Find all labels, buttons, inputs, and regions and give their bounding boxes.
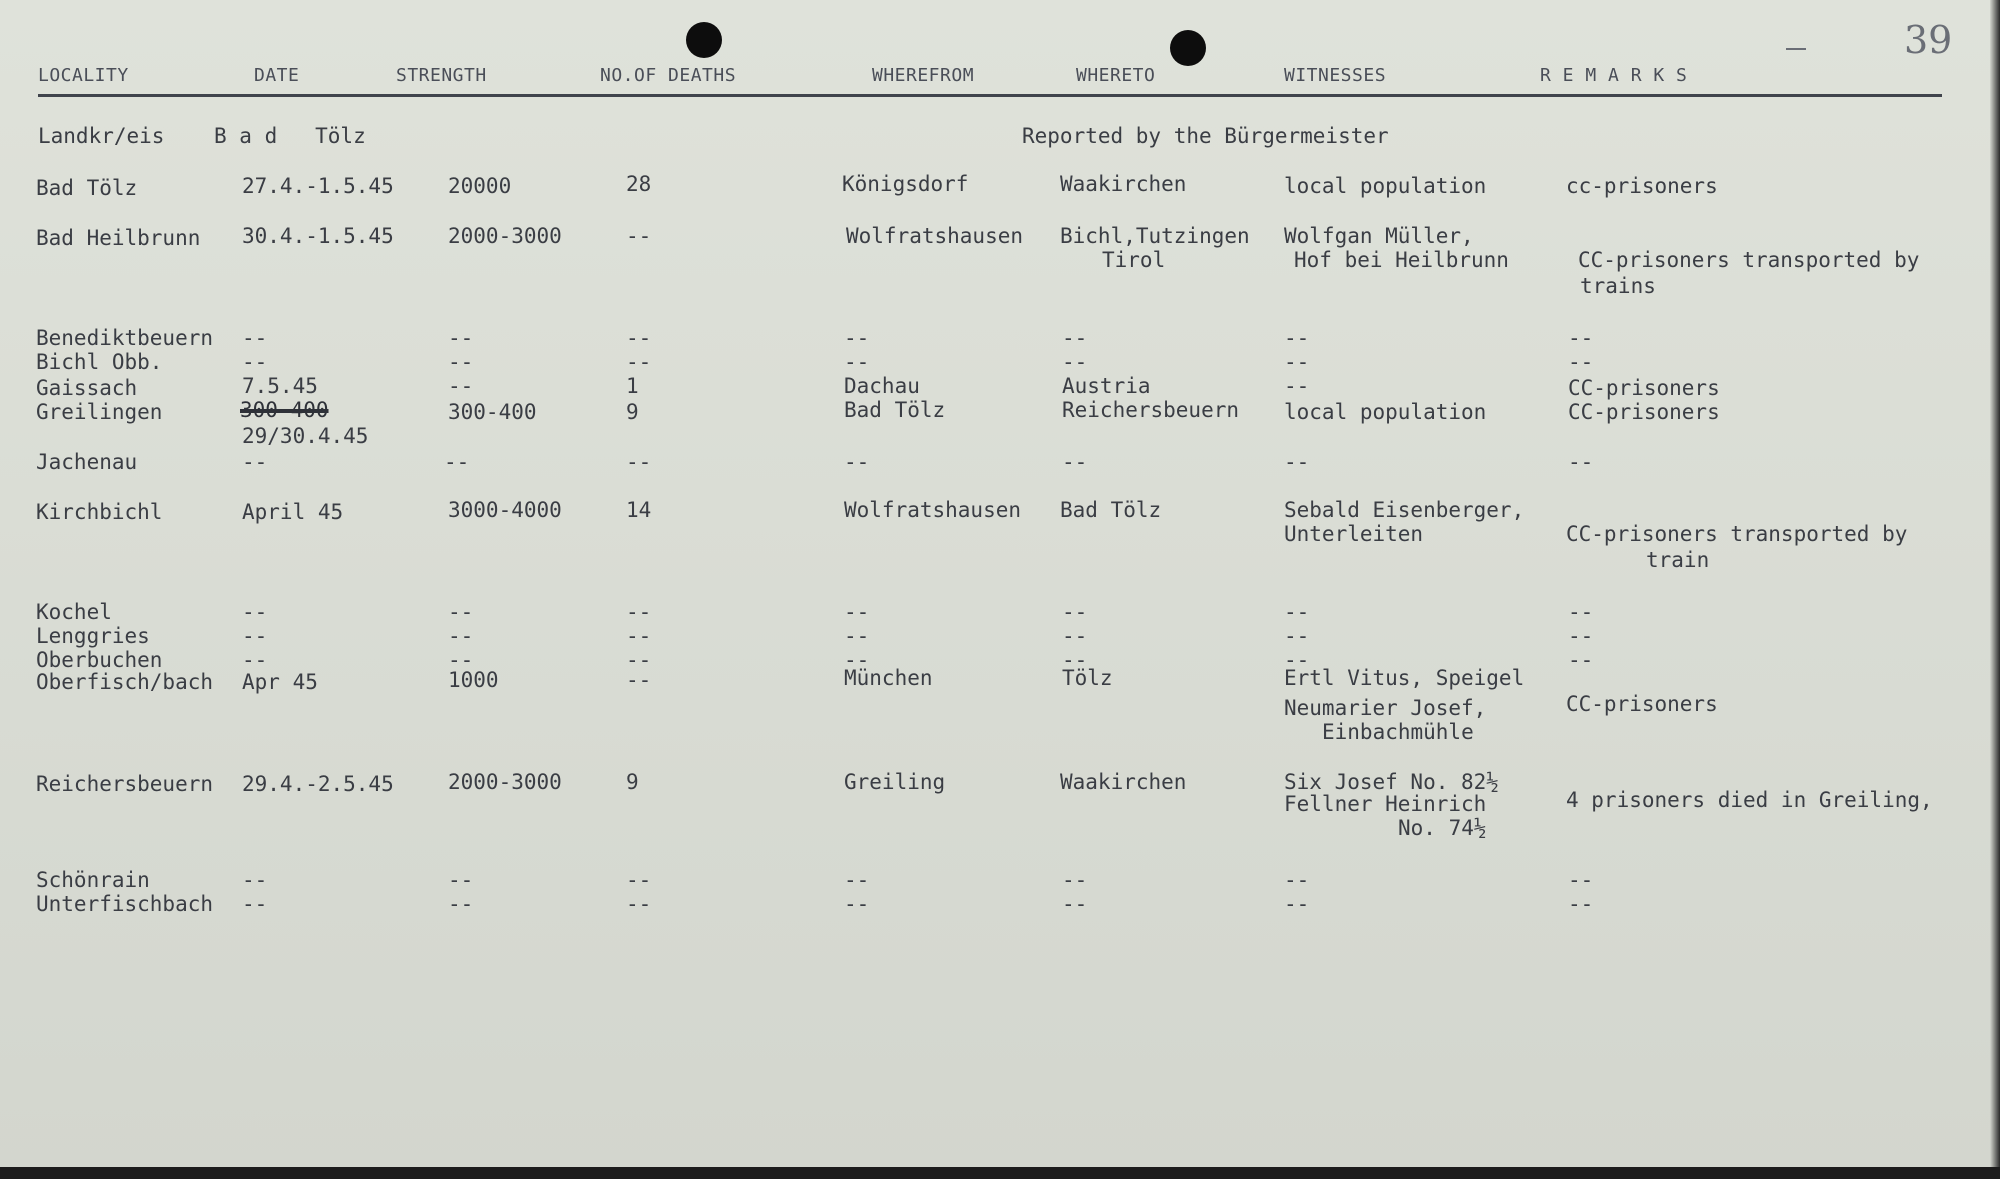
cell-strength: 3000-4000 (448, 498, 562, 522)
cell-locality: Jachenau (36, 450, 138, 474)
cell-wherefrom: Wolfratshausen (846, 224, 1024, 248)
cell-whereto: -- (1062, 350, 1088, 374)
punch-hole (686, 22, 722, 58)
cell-witnesses: -- (1284, 450, 1310, 474)
cell-wherefrom: -- (844, 624, 870, 648)
cell-whereto: Waakirchen (1060, 172, 1187, 196)
pencil-mark (1786, 48, 1806, 50)
cell-remarks: CC-prisoners (1568, 400, 1720, 424)
cell-date: -- (242, 450, 268, 474)
district-name: B a d Tölz (214, 124, 366, 148)
cell-witnesses: -- (1284, 600, 1310, 624)
cell-witnesses: Fellner Heinrich (1284, 792, 1487, 816)
cell-date: -- (242, 326, 268, 350)
header-locality: LOCALITY (38, 65, 129, 86)
district-label: Landkr/eis (38, 124, 165, 148)
cell-witnesses: Unterleiten (1284, 522, 1424, 546)
cell-date: -- (242, 600, 268, 624)
cell-date: -- (242, 868, 268, 892)
cell-deaths: -- (626, 648, 652, 672)
cell-date: Apr 45 (242, 670, 318, 694)
cell-whereto: -- (1062, 326, 1088, 350)
header-remarks: R E M A R K S (1540, 65, 1688, 86)
cell-remarks: -- (1568, 624, 1594, 648)
cell-witnesses: -- (1284, 326, 1310, 350)
cell-whereto: Bad Tölz (1060, 498, 1162, 522)
cell-wherefrom: -- (844, 350, 870, 374)
cell-locality: Gaissach (36, 376, 138, 400)
cell-whereto: -- (1062, 624, 1088, 648)
cell-wherefrom: Wolfratshausen (844, 498, 1022, 522)
cell-locality: Kirchbichl (36, 500, 163, 524)
cell-remarks: CC-prisoners (1566, 692, 1718, 716)
cell-witnesses: No. 74½ (1398, 816, 1487, 840)
header-wherefrom: WHEREFROM (872, 65, 975, 86)
cell-date: 7.5.45 (242, 374, 318, 398)
cell-whereto: Tirol (1102, 248, 1166, 272)
cell-strength: 20000 (448, 174, 512, 198)
cell-locality: Oberbuchen (36, 648, 163, 672)
cell-remarks: CC-prisoners transported by (1566, 522, 1908, 546)
cell-strength: 300-400 (448, 400, 537, 424)
cell-strength: -- (448, 624, 474, 648)
header-date: DATE (254, 65, 300, 86)
cell-witnesses: local population (1284, 174, 1487, 198)
cell-date: 30.4.-1.5.45 (242, 224, 394, 248)
cell-witnesses: -- (1284, 624, 1310, 648)
cell-deaths: -- (626, 624, 652, 648)
cell-date: -- (242, 892, 268, 916)
cell-remarks: -- (1568, 350, 1594, 374)
cell-strength: 1000 (448, 668, 499, 692)
cell-locality: Greilingen (36, 400, 163, 424)
cell-remarks: 4 prisoners died in Greiling, (1566, 788, 1933, 812)
cell-whereto: -- (1062, 892, 1088, 916)
page-number: 39 (1904, 18, 1953, 62)
cell-locality: Bad Heilbrunn (36, 226, 201, 250)
cell-remarks: CC-prisoners (1568, 376, 1720, 400)
cell-strength: -- (448, 374, 474, 398)
cell-witnesses: -- (1284, 350, 1310, 374)
cell-wherefrom: Greiling (844, 770, 946, 794)
cell-strength: -- (448, 600, 474, 624)
header-strength: STRENGTH (396, 65, 487, 86)
header-whereto: WHERETO (1076, 65, 1156, 86)
punch-hole (1170, 30, 1206, 66)
cell-whereto: -- (1062, 600, 1088, 624)
cell-strength: 2000-3000 (448, 224, 562, 248)
cell-strength: 2000-3000 (448, 770, 562, 794)
cell-date: -- (242, 648, 268, 672)
cell-date: -- (242, 350, 268, 374)
cell-remarks: -- (1568, 326, 1594, 350)
cell-locality: Lenggries (36, 624, 150, 648)
cell-deaths: -- (626, 868, 652, 892)
cell-deaths: -- (626, 350, 652, 374)
cell-witnesses: Six Josef No. 82½ (1284, 770, 1499, 794)
cell-whereto: -- (1062, 648, 1088, 672)
cell-strength: -- (448, 892, 474, 916)
cell-wherefrom: Königsdorf (842, 172, 969, 196)
cell-whereto: -- (1062, 868, 1088, 892)
cell-deaths: -- (626, 668, 652, 692)
cell-deaths: -- (626, 892, 652, 916)
cell-wherefrom: Bad Tölz (844, 398, 946, 422)
cell-wherefrom: -- (844, 600, 870, 624)
cell-locality: Kochel (36, 600, 112, 624)
cell-witnesses: Einbachmühle (1322, 720, 1474, 744)
cell-witnesses: Ertl Vitus, Speigel (1284, 666, 1525, 690)
cell-date: 29/30.4.45 (242, 424, 369, 448)
cell-witnesses: -- (1284, 374, 1310, 398)
page-edge (1990, 0, 2000, 1179)
cell-remarks: cc-prisoners (1566, 174, 1718, 198)
cell-witnesses: Sebald Eisenberger, (1284, 498, 1525, 522)
cell-locality: Schönrain (36, 868, 150, 892)
cell-locality: Benediktbeuern (36, 326, 214, 350)
cell-deaths: -- (626, 450, 652, 474)
cell-wherefrom: München (844, 666, 933, 690)
cell-deaths: 9 (626, 400, 639, 424)
cell-witnesses: Wolfgan Müller, (1284, 224, 1474, 248)
cell-deaths: -- (626, 326, 652, 350)
cell-witnesses: -- (1284, 892, 1310, 916)
cell-whereto: Austria (1062, 374, 1151, 398)
cell-witnesses: Hof bei Heilbrunn (1294, 248, 1509, 272)
cell-remarks: -- (1568, 648, 1594, 672)
cell-wherefrom: -- (844, 892, 870, 916)
cell-wherefrom: -- (844, 326, 870, 350)
cell-deaths: 14 (626, 498, 652, 522)
cell-date: 29.4.-2.5.45 (242, 772, 394, 796)
cell-deaths: -- (626, 600, 652, 624)
cell-remarks: -- (1568, 600, 1594, 624)
cell-date: 27.4.-1.5.45 (242, 174, 394, 198)
header-deaths: NO.OF DEATHS (600, 65, 737, 86)
cell-locality: Oberfisch/bach (36, 670, 214, 694)
cell-locality: Bichl Obb. (36, 350, 163, 374)
cell-wherefrom: Dachau (844, 374, 920, 398)
cell-locality: Reichersbeuern (36, 772, 214, 796)
cell-wherefrom: -- (844, 450, 870, 474)
cell-deaths: 28 (626, 172, 652, 196)
cell-whereto: Bichl,Tutzingen (1060, 224, 1250, 248)
cell-date: -- (242, 624, 268, 648)
cell-locality: Unterfischbach (36, 892, 214, 916)
cell-remarks: trains (1580, 274, 1656, 298)
cell-deaths: -- (626, 224, 652, 248)
cell-remarks: train (1646, 548, 1710, 572)
cell-witnesses: Neumarier Josef, (1284, 696, 1487, 720)
header-witnesses: WITNESSES (1284, 65, 1387, 86)
cell-witnesses: -- (1284, 648, 1310, 672)
page-edge (0, 1167, 2000, 1179)
cell-witnesses: -- (1284, 868, 1310, 892)
cell-strength: -- (444, 450, 470, 474)
cell-remarks: CC-prisoners transported by (1578, 248, 1920, 272)
cell-strength: -- (448, 350, 474, 374)
cell-date: April 45 (242, 500, 344, 524)
cell-strength: -- (448, 868, 474, 892)
cell-whereto: Tölz (1062, 666, 1113, 690)
cell-wherefrom: -- (844, 648, 870, 672)
cell-whereto: Waakirchen (1060, 770, 1187, 794)
reported-by: Reported by the Bürgermeister (1022, 124, 1389, 148)
cell-deaths: 9 (626, 770, 639, 794)
cell-remarks: -- (1568, 868, 1594, 892)
header-rule (38, 94, 1942, 97)
cell-remarks: -- (1568, 450, 1594, 474)
cell-deaths: 1 (626, 374, 639, 398)
cell-remarks: -- (1568, 892, 1594, 916)
cell-strength: -- (448, 326, 474, 350)
cell-locality: Bad Tölz (36, 176, 138, 200)
cell-wherefrom: -- (844, 868, 870, 892)
cell-whereto: Reichersbeuern (1062, 398, 1240, 422)
cell-witnesses: local population (1284, 400, 1487, 424)
cell-strength: -- (448, 648, 474, 672)
cell-whereto: -- (1062, 450, 1088, 474)
cell-date-struck: 300-400 (240, 398, 329, 422)
